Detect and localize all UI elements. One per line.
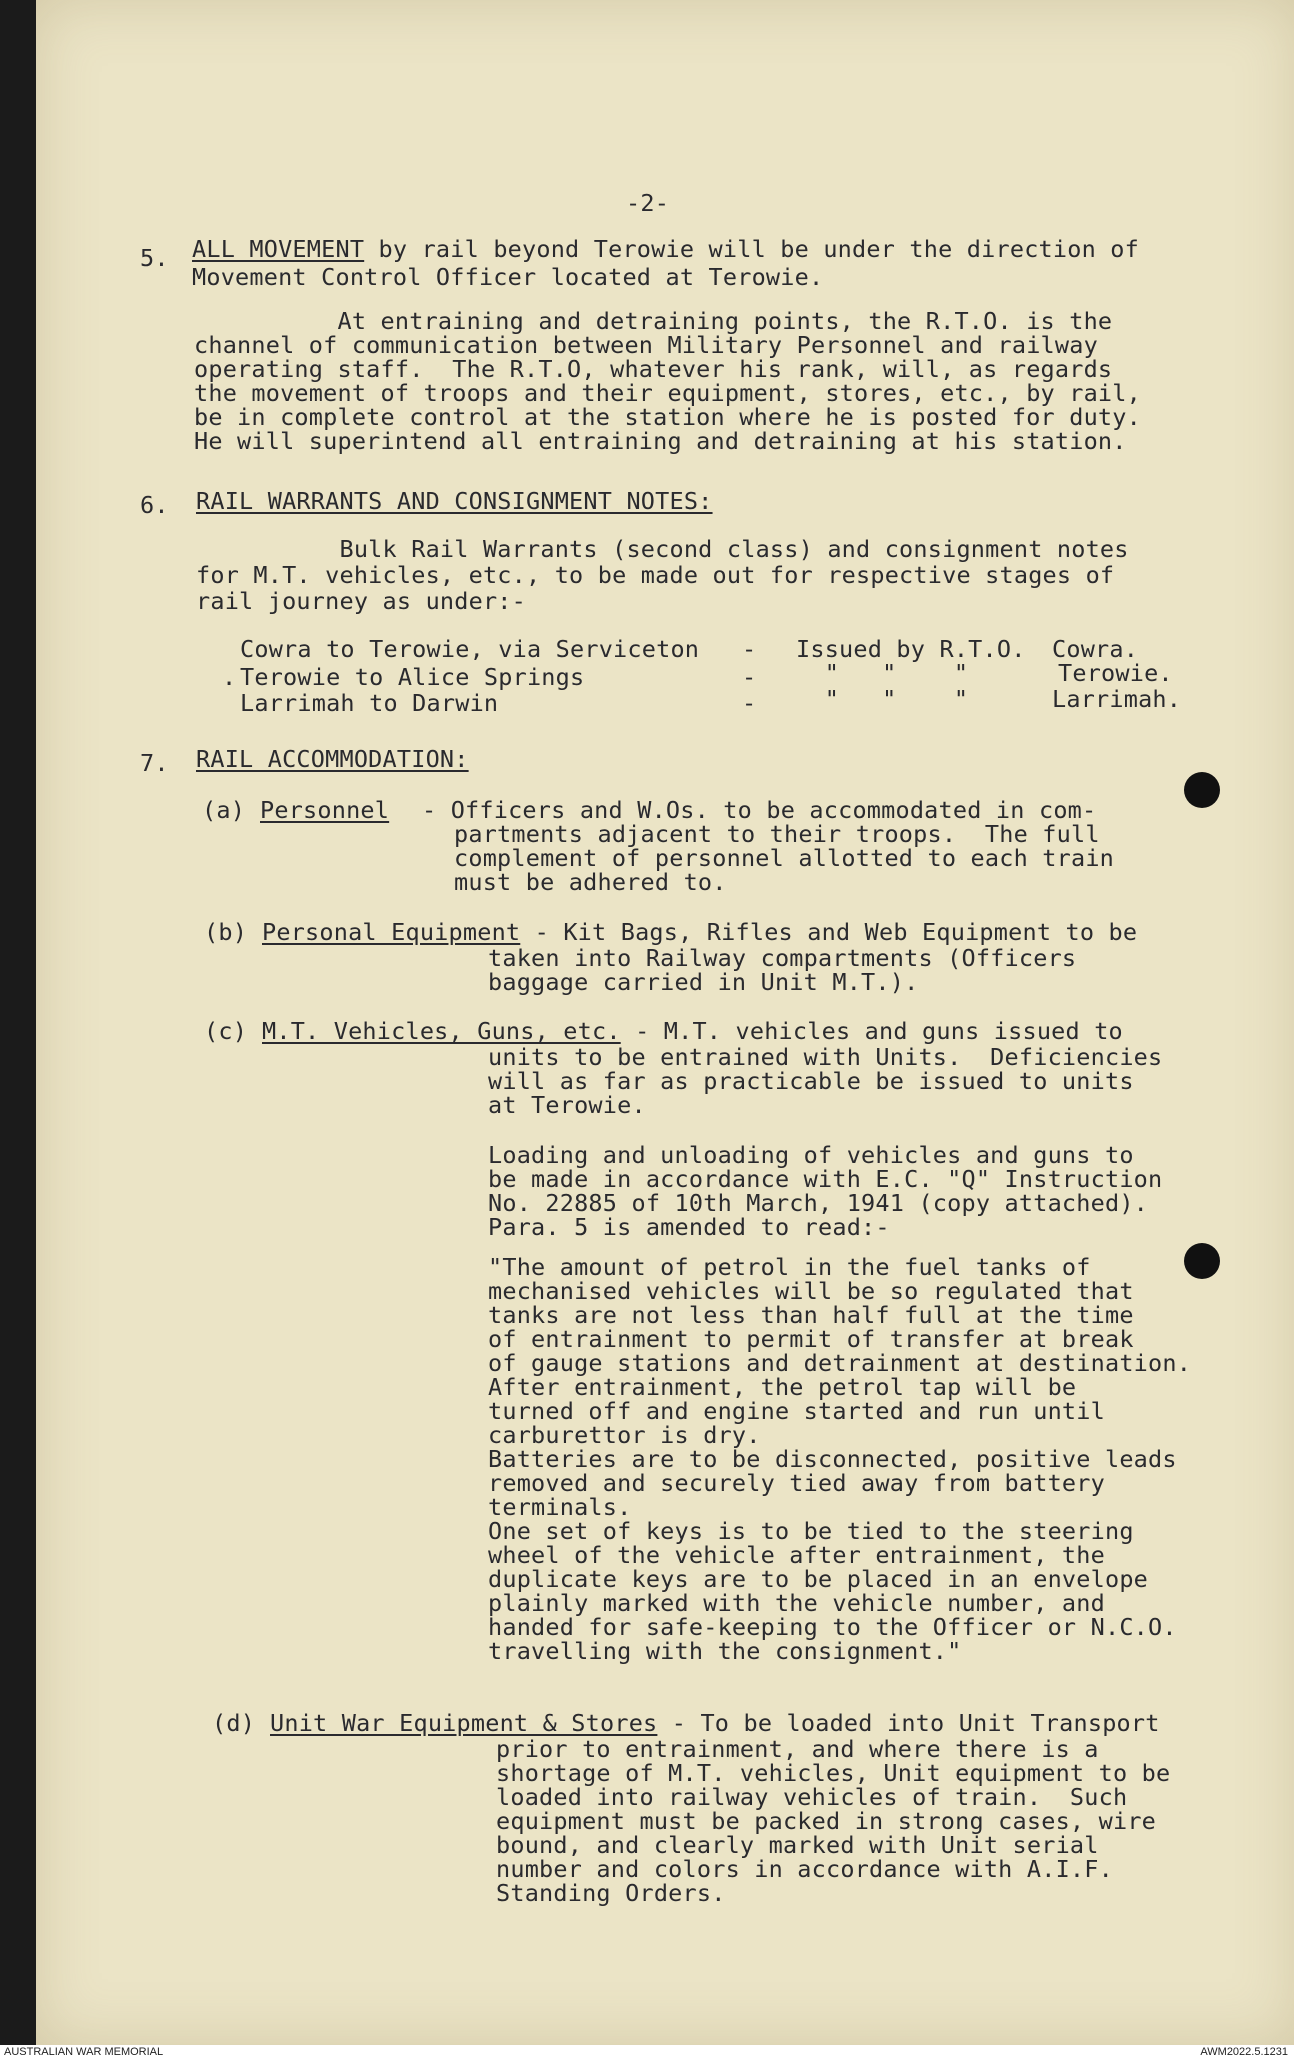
- quote-line: wheel of the vehicle after entrainment, the: [488, 1541, 1105, 1569]
- quote-line: carburettor is dry.: [488, 1421, 761, 1449]
- section-5-para-line: At entraining and detraining points, the R.T.O. is the: [194, 307, 1113, 335]
- quote-line: One set of keys is to be tied to the steering: [488, 1517, 1134, 1545]
- item-c-para-line: Loading and unloading of vehicles and guns to: [488, 1141, 1134, 1169]
- route-dash: -: [742, 663, 757, 691]
- item-c-title: M.T. Vehicles, Guns, etc.: [262, 1017, 621, 1045]
- section-5-para-line: channel of communication between Military Personnel and railway: [194, 331, 1098, 359]
- route-name: Terowie to Alice Springs: [240, 663, 585, 691]
- route-name: Larrimah to Darwin: [240, 689, 499, 717]
- quote-line: tanks are not less than half full at the time: [488, 1301, 1134, 1329]
- item-d-label: (d): [212, 1709, 256, 1737]
- route-station: Larrimah.: [1052, 685, 1182, 713]
- footer-left: AUSTRALIAN WAR MEMORIAL: [4, 2046, 164, 2058]
- item-a-label: (a): [202, 796, 246, 824]
- section-5-para-line: the movement of troops and their equipment, stores, etc., by rail,: [194, 379, 1141, 407]
- item-d-line: number and colors in accordance with A.I.F.: [496, 1855, 1113, 1883]
- item-b-first-rest: - Kit Bags, Rifles and Web Equipment to be: [520, 918, 1138, 946]
- section-7-number: 7.: [140, 749, 169, 777]
- route-issued: " " ": [796, 685, 969, 713]
- item-d-line-1: [270, 1710, 1160, 1736]
- quote-line: Batteries are to be disconnected, positive leads: [488, 1445, 1177, 1473]
- item-a-line: partments adjacent to their troops. The full: [454, 820, 1100, 848]
- quote-line: plainly marked with the vehicle number, and: [488, 1589, 1105, 1617]
- quote-line: "The amount of petrol in the fuel tanks of: [488, 1253, 1091, 1281]
- item-c-line-1: [262, 1018, 1123, 1044]
- item-c-first-rest: - M.T. vehicles and guns issued to: [620, 1017, 1123, 1045]
- archive-footer: [0, 2045, 1294, 2061]
- item-d-first-rest: - To be loaded into Unit Transport: [657, 1709, 1160, 1737]
- section-5-heading: ALL MOVEMENT: [192, 235, 365, 263]
- page-number: -2-: [626, 189, 670, 217]
- item-d-line: shortage of M.T. vehicles, Unit equipment to be: [496, 1759, 1171, 1787]
- quote-line: terminals.: [488, 1493, 632, 1521]
- item-c-para-line: No. 22885 of 10th March, 1941 (copy attached).: [488, 1189, 1149, 1217]
- section-5-line-1-rest: by rail beyond Terowie will be under the direction of: [364, 235, 1139, 263]
- item-d-line: prior to entrainment, and where there is a: [496, 1735, 1099, 1763]
- section-6-para-line: Bulk Rail Warrants (second class) and consignment notes: [196, 535, 1129, 563]
- quote-line: duplicate keys are to be placed in an envelope: [488, 1565, 1149, 1593]
- item-a-line: complement of personnel allotted to each train: [454, 844, 1115, 872]
- item-c-label: (c): [204, 1017, 248, 1045]
- item-a-line: must be adhered to.: [454, 868, 727, 896]
- item-b-title: Personal Equipment: [262, 918, 521, 946]
- route-dash: -: [742, 635, 757, 663]
- item-b-line: baggage carried in Unit M.T.).: [488, 968, 919, 996]
- section-5-para-line: operating staff. The R.T.O, whatever his rank, will, as regards: [194, 355, 1113, 383]
- item-d-line: Standing Orders.: [496, 1879, 726, 1907]
- item-c-line: will as far as practicable be issued to units: [488, 1067, 1134, 1095]
- route-issued: " " ": [796, 659, 969, 687]
- section-6-para-line: for M.T. vehicles, etc., to be made out for respective stages of: [196, 561, 1115, 589]
- section-6-heading: RAIL WARRANTS AND CONSIGNMENT NOTES:: [196, 487, 713, 515]
- item-c-para-line: be made in accordance with E.C. "Q" Instruction: [488, 1165, 1163, 1193]
- quote-line: of entrainment to permit of transfer at break: [488, 1325, 1134, 1353]
- quote-line: mechanised vehicles will be so regulated that: [488, 1277, 1134, 1305]
- section-6-para-line: rail journey as under:-: [196, 587, 527, 615]
- item-b-line-1: [262, 919, 1137, 945]
- section-5-line-2: Movement Control Officer located at Terowie.: [192, 263, 824, 291]
- quote-line: After entrainment, the petrol tap will be: [488, 1373, 1077, 1401]
- footer-right: AWM2022.5.1231: [1200, 2046, 1288, 2058]
- item-a-line: - Officers and W.Os. to be accommodated in com-: [422, 796, 1097, 824]
- item-c-line: at Terowie.: [488, 1091, 646, 1119]
- item-d-line: loaded into railway vehicles of train. Such: [496, 1783, 1128, 1811]
- section-5-number: 5.: [140, 244, 169, 272]
- route-station: Terowie.: [1058, 659, 1173, 687]
- quote-line: of gauge stations and detrainment at destination.: [488, 1349, 1192, 1377]
- document-page: [36, 0, 1294, 2045]
- section-6-number: 6.: [140, 491, 169, 519]
- quote-line: turned off and engine started and run until: [488, 1397, 1105, 1425]
- section-5-line-1: [192, 236, 1139, 262]
- item-a-title: Personnel: [260, 796, 390, 824]
- punch-hole-bottom: [1184, 1243, 1220, 1279]
- route-dash: -: [742, 689, 757, 717]
- item-d-title: Unit War Equipment & Stores: [270, 1709, 658, 1737]
- route-issued: Issued by R.T.O.: [796, 635, 1026, 663]
- item-b-line: taken into Railway compartments (Officers: [488, 944, 1077, 972]
- item-d-line: equipment must be packed in strong cases, wire: [496, 1807, 1157, 1835]
- section-7-heading: RAIL ACCOMMODATION:: [196, 745, 469, 773]
- quote-line: handed for safe-keeping to the Officer or N.C.O.: [488, 1613, 1177, 1641]
- item-b-label: (b): [204, 918, 248, 946]
- section-5-para-line: He will superintend all entraining and detraining at his station.: [194, 427, 1127, 455]
- quote-line: travelling with the consignment.": [488, 1637, 962, 1665]
- section-5-para-line: be in complete control at the station where he is posted for duty.: [194, 403, 1141, 431]
- item-d-line: bound, and clearly marked with Unit serial: [496, 1831, 1099, 1859]
- route-name: Cowra to Terowie, via Serviceton: [240, 635, 700, 663]
- route-station: Cowra.: [1052, 635, 1139, 663]
- item-c-para-line: Para. 5 is amended to read:-: [488, 1213, 890, 1241]
- route-bullet: .: [222, 663, 237, 691]
- quote-line: removed and securely tied away from battery: [488, 1469, 1105, 1497]
- item-c-line: units to be entrained with Units. Deficiencies: [488, 1043, 1163, 1071]
- punch-hole-top: [1184, 772, 1220, 808]
